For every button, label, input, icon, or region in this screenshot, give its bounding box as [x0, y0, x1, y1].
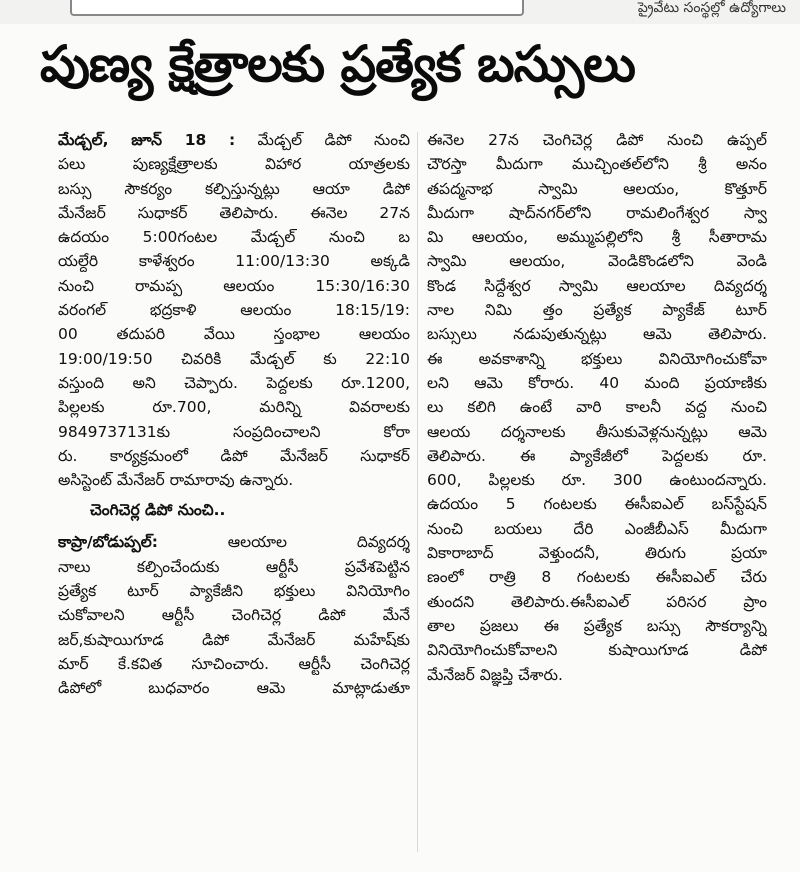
article-line: పలు పుణ్యక్షేత్రాలకు విహార యాత్రలకు — [58, 155, 410, 174]
dateline: మేడ్చల్, జూన్ 18 : — [58, 131, 236, 149]
article-line: వికారాబాద్ వెళ్తుందనీ, తిరుగు ప్రయా — [427, 544, 767, 563]
second-dateline: కాప్రా/బోడుప్పల్: — [58, 533, 158, 552]
article-line: 00 తదుపరి వేయి స్తంభాల ఆలయం — [58, 325, 410, 344]
article-line: పిల్లలకు రూ.700, మరిన్ని వివరాలకు — [58, 398, 410, 417]
article-text: మేడ్చల్ డిపో నుంచి — [257, 131, 410, 149]
article-line: లని ఆమె కోరారు. 40 మంది ప్రయాణికు — [427, 373, 767, 392]
article-line: స్వామి ఆలయం, వెండికొండలోని వెండి — [427, 252, 767, 271]
article-line: ఉదయం 5:00గంటల మేడ్చల్ నుంచి బ — [58, 228, 410, 247]
top-headline-fragment: ప్రైవేటు సంస్థల్లో ఉద్యోగాలు — [637, 0, 786, 16]
article-line — [58, 128, 410, 152]
article-line: వరంగల్ భద్రకాళి ఆలయం 18:15/19: — [58, 301, 410, 320]
article-line: డిపోలో బుధవారం ఆమె మాట్లాడుతూ — [58, 679, 410, 698]
article-line: 600, పిల్లలకు రూ. 300 ఉంటుందన్నారు. — [427, 471, 767, 490]
article-line: మార్ కే.కవిత సూచించారు. ఆర్టీసీ చెంగిచెర్ల — [58, 654, 410, 673]
column-divider — [417, 132, 418, 852]
article-line: లు కలిగి ఉంటే వారి కాలనీ వద్ద నుంచి — [427, 398, 767, 417]
article-line: తెలిపారు. ఈ ప్యాకేజీలో పెద్దలకు రూ. — [427, 446, 767, 465]
article-line: చౌరస్తా మీదుగా ముచ్చింతల్‌లోని శ్రీ అనం — [427, 155, 767, 174]
article-line: నుంచి రామప్ప ఆలయం 15:30/16:30 — [58, 276, 410, 295]
article-column-left — [58, 128, 410, 701]
article-line: 19:00/19:50 చివరికి మేడ్చల్ కు 22:10 — [58, 349, 410, 368]
article-line: తపద్మనాభ స్వామి ఆలయం, కొత్తూర్ — [427, 179, 767, 198]
article-line: రు. కార్యక్రమంలో డిపో మేనేజర్ సుధాకర్ — [58, 446, 410, 465]
article-line: మేనేజర్ విజ్ఞప్తి చేశారు. — [427, 665, 563, 684]
article-line: బస్సు సౌకర్యం కల్పిస్తున్నట్లు ఆయా డిపో — [58, 179, 410, 198]
article-line: ఈ అవకాశాన్ని భక్తులు వినియోగించుకోవా — [427, 349, 767, 368]
article-line: అసిస్టెంట్ మేనేజర్ రామారావు ఉన్నారు. — [58, 471, 294, 490]
article-line: వస్తుంది అని చెప్పారు. పెద్దలకు రూ.1200, — [58, 373, 410, 392]
article-line — [58, 530, 410, 554]
previous-article-box — [70, 0, 524, 16]
article-line: మేనేజర్ సుధాకర్ తెలిపారు. ఈనెల 27న — [58, 203, 410, 222]
article-line: మీదుగా షాద్‌నగర్‌లోని రామలింగేశ్వర స్వా — [427, 203, 767, 222]
article-line: తాల ప్రజలు ఈ ప్రత్యేక బస్సు సౌకర్యాన్ని — [427, 616, 767, 635]
article-line: 9849737131కు సంప్రదించాలని కోరా — [58, 422, 410, 441]
article-line: తుందని తెలిపారు.ఈసీఐఎల్ పరిసర ప్రాం — [427, 592, 767, 611]
article-line: వినియోగించుకోవాలని కుషాయిగూడ డిపో — [427, 641, 767, 660]
article-line: ఈనెల 27న చెంగిచెర్ల డిపో నుంచి ఉప్పల్ — [427, 131, 767, 149]
article-line: ఉదయం 5 గంటలకు ఈసీఐఎల్ బస్‌స్టేషన్ — [427, 495, 767, 514]
article-line: నుంచి బయలు దేరి ఎంజీబీఎస్ మీదుగా — [427, 519, 767, 538]
article-line: జర్,కుషాయిగూడ డిపో మేనేజర్ మహేష్‌కు — [58, 630, 410, 649]
article-headline: పుణ్య క్షేత్రాలకు ప్రత్యేక బస్సులు — [40, 35, 635, 93]
article-line: కొండ సిద్దేశ్వర స్వామి ఆలయాల దివ్యదర్శ — [427, 276, 767, 295]
article-line: ప్రత్యేక టూర్ ప్యాకేజీని భక్తులు వినియోగిం — [58, 582, 410, 601]
article-line: బస్సులు నడుపుతున్నట్లు ఆమె తెలిపారు. — [427, 325, 767, 344]
article-line: మి ఆలయం, అమ్ముపల్లిలోని శ్రీ సీతారామ — [427, 228, 767, 247]
article-column-right — [427, 128, 767, 687]
article-line: నాలు కల్పించేందుకు ఆర్టీసీ ప్రవేశపెట్టిన — [58, 557, 410, 576]
article-subheading: చెంగిచెర్ల డిపో నుంచి.. — [90, 501, 226, 520]
article-line: చుకోవాలని ఆర్టీసీ చెంగిచెర్ల డిపో మేనే — [58, 606, 410, 625]
article-line: నాల నిమి త్తం ప్రత్యేక ప్యాకేజ్ టూర్ — [427, 301, 767, 320]
article-line: యల్దేరి కాళేశ్వరం 11:00/13:30 అక్కడి — [58, 252, 410, 271]
article-text: ఆలయాల దివ్యదర్శ — [227, 533, 410, 552]
article-line: ణంలో రాత్రి 8 గంటలకు ఈసీఐఎల్ చేరు — [427, 568, 767, 587]
article-line: ఆలయ దర్శనాలకు తీసుకువెళ్లనున్నట్లు ఆమె — [427, 422, 767, 441]
